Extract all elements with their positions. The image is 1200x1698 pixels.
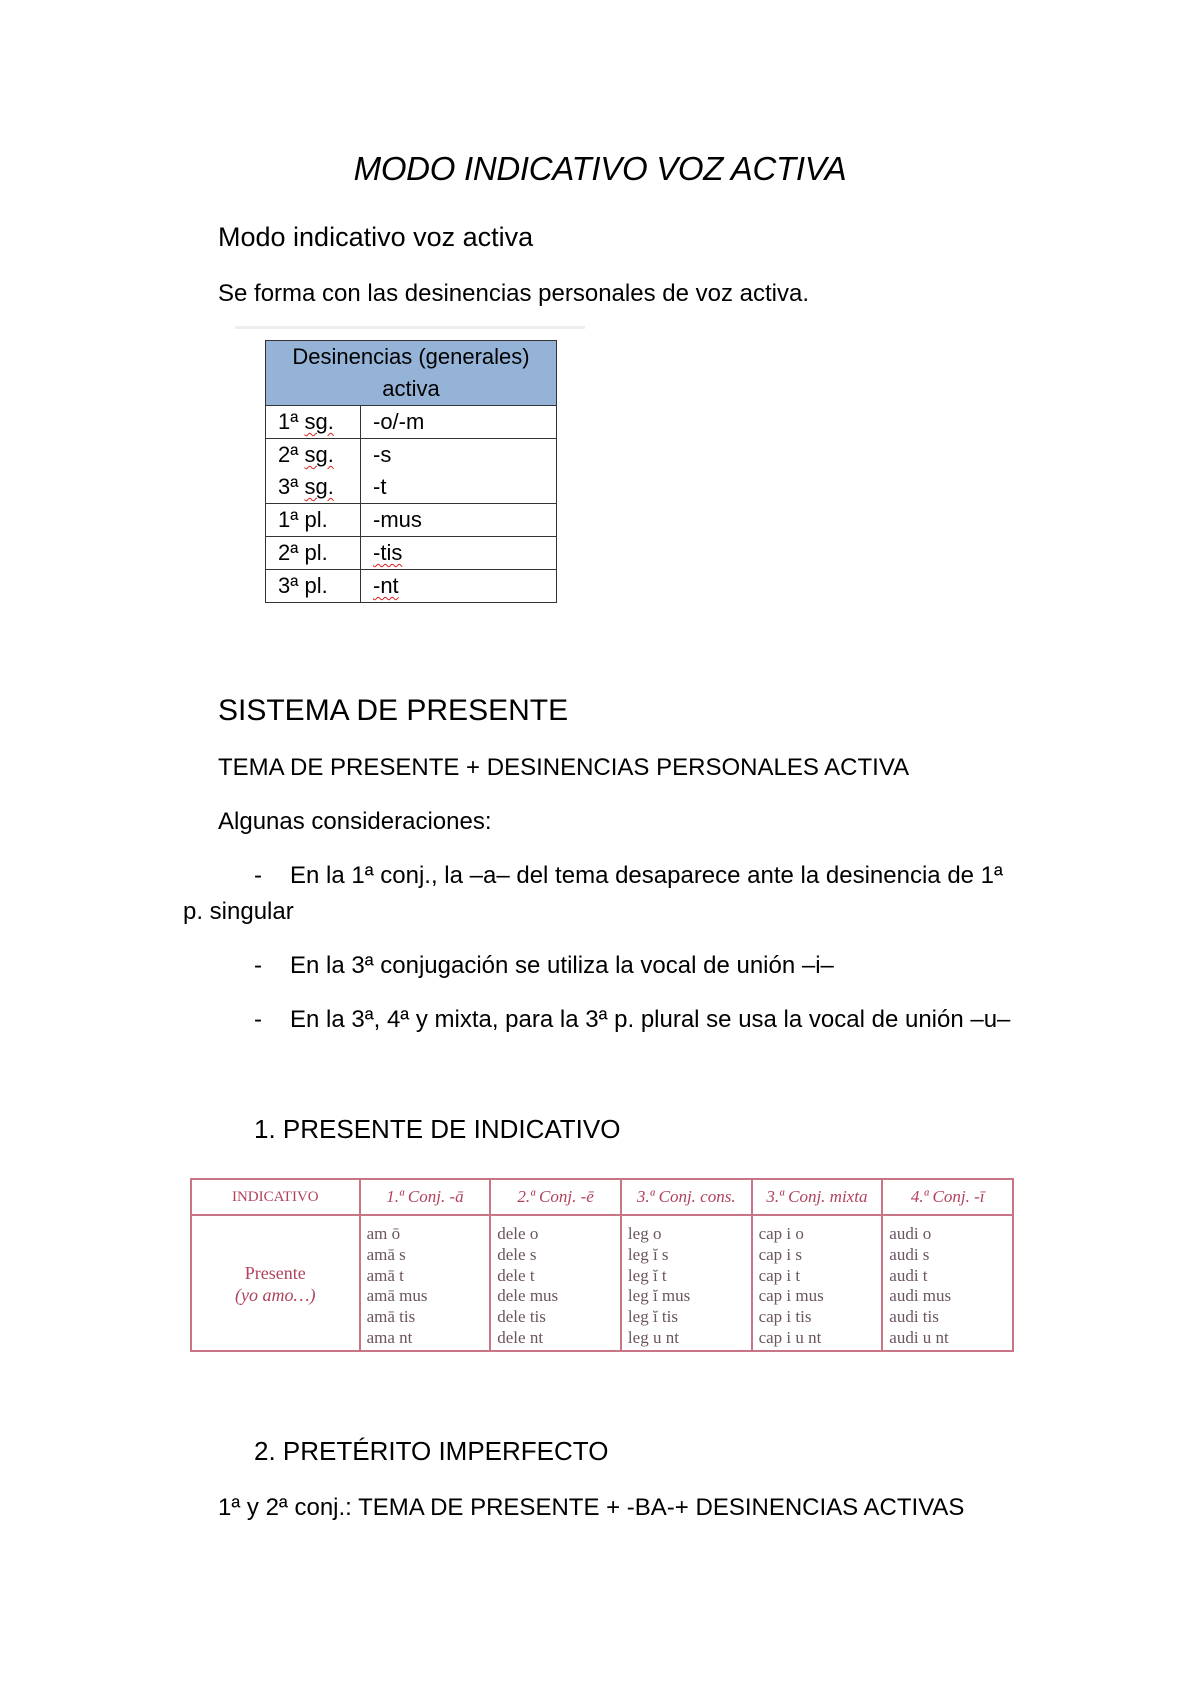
conjugation-cell <box>882 1215 1013 1352</box>
spellcheck-mark: sg. <box>304 442 334 467</box>
table-row <box>266 570 557 603</box>
conjugation-cell <box>752 1215 883 1352</box>
form: leg ĭ s <box>627 1244 669 1264</box>
form: cap i t <box>758 1265 801 1285</box>
table-row <box>266 439 557 504</box>
form: dele mus <box>497 1286 559 1306</box>
form: dele s <box>497 1244 537 1264</box>
desinencias-header-line1: Desinencias (generales) <box>292 344 530 369</box>
form: ama nt <box>366 1327 413 1347</box>
considerations-label: Algunas consideraciones: <box>218 808 492 835</box>
page-title: MODO INDICATIVO VOZ ACTIVA <box>353 150 847 187</box>
form: audi tis <box>889 1307 939 1327</box>
form: cap i mus <box>758 1286 824 1306</box>
form: dele t <box>497 1265 535 1285</box>
sistema-formula: TEMA DE PRESENTE + DESINENCIAS PERSONALES ACTIVA <box>218 754 910 781</box>
imperfecto-formula: 1ª y 2ª conj.: TEMA DE PRESENTE + -BA-+ DESINENCIAS ACTIVAS <box>218 1494 965 1521</box>
form: cap i o <box>758 1224 804 1243</box>
form: cap i s <box>758 1244 803 1264</box>
form: dele o <box>497 1224 539 1243</box>
form: dele tis <box>497 1307 546 1327</box>
person-label: 1ª sg. <box>278 409 334 434</box>
bullet-marker: - <box>254 952 262 979</box>
person-cell <box>266 406 361 439</box>
presente-table <box>190 1178 1014 1352</box>
form: audi s <box>889 1244 930 1264</box>
form: leg ĭ mus <box>627 1286 691 1306</box>
ending-cell <box>361 439 557 504</box>
person-cell: 3ª pl. <box>266 570 361 603</box>
form: leg ĭ t <box>627 1265 667 1285</box>
person-cell: 1ª pl. <box>266 504 361 537</box>
imperfecto-heading: 2. PRETÉRITO IMPERFECTO <box>254 1436 609 1466</box>
bullet-text: En la 3ª conjugación se utiliza la vocal de unión –i– <box>290 952 834 979</box>
ending-label: -nt <box>373 573 399 598</box>
table-row <box>266 504 557 537</box>
divider <box>235 326 585 329</box>
bullet-text-continued: p. singular <box>183 898 294 925</box>
ending-cell <box>361 570 557 603</box>
conjugation-cell <box>490 1215 621 1352</box>
form: amā t <box>366 1265 404 1285</box>
desinencias-header-line2: activa <box>382 376 440 401</box>
conjugation-cell <box>621 1215 752 1352</box>
ending-label: -t <box>373 474 387 499</box>
row-label: Presente <box>244 1263 306 1283</box>
presente-table-wrapper <box>190 1178 1014 1352</box>
form: audi o <box>889 1224 932 1243</box>
header-cell: 4.ª Conj. -ī <box>882 1179 1013 1215</box>
conjugation-cell <box>360 1215 491 1352</box>
form: dele nt <box>497 1327 544 1347</box>
presente-heading: 1. PRESENTE DE INDICATIVO <box>254 1114 621 1144</box>
ending-cell: -mus <box>361 504 557 537</box>
person-cell: 2ª pl. <box>266 537 361 570</box>
form: amā mus <box>366 1286 428 1306</box>
subtitle: Modo indicativo voz activa <box>218 222 534 252</box>
ending-cell: -o/-m <box>361 406 557 439</box>
header-cell: INDICATIVO <box>191 1179 360 1215</box>
header-cell: 3.ª Conj. cons. <box>621 1179 752 1215</box>
ending-label: -tis <box>373 540 403 565</box>
sistema-heading: SISTEMA DE PRESENTE <box>218 694 569 727</box>
row-label-example: (yo amo…) <box>235 1285 316 1305</box>
table-row <box>266 406 557 439</box>
person-label: 3ª sg. <box>278 474 334 499</box>
form: leg o <box>627 1224 662 1243</box>
desinencias-header-row <box>266 341 557 406</box>
form: cap i tis <box>758 1307 812 1327</box>
form: leg ĭ tis <box>627 1307 678 1327</box>
intro-text: Se forma con las desinencias personales de voz activa. <box>218 280 809 307</box>
form: amā s <box>366 1244 406 1264</box>
spellcheck-mark: sg. <box>304 474 334 499</box>
header-cell: 3.ª Conj. mixta <box>752 1179 883 1215</box>
presente-data-row <box>191 1215 1013 1352</box>
form: leg u nt <box>627 1327 679 1347</box>
form: amā tis <box>366 1307 416 1327</box>
header-cell: 2.ª Conj. -ē <box>490 1179 621 1215</box>
bullet-marker: - <box>254 1006 262 1033</box>
header-cell: 1.ª Conj. -ā <box>360 1179 491 1215</box>
presente-header-row <box>191 1179 1013 1215</box>
table-bottom-rule <box>190 1350 1014 1352</box>
form: audi u nt <box>889 1327 949 1347</box>
table-row <box>266 537 557 570</box>
bullet-text: En la 1ª conj., la –a– del tema desaparece ante la desinencia de 1ª <box>290 862 1003 889</box>
desinencias-header <box>266 341 557 406</box>
ending-cell <box>361 537 557 570</box>
form: audi t <box>889 1265 928 1285</box>
person-label: 2ª sg. <box>278 442 334 467</box>
bullet-marker: - <box>254 862 262 889</box>
form: am ō <box>366 1224 401 1243</box>
person-cell <box>266 439 361 504</box>
form: cap i u nt <box>758 1327 822 1347</box>
spellcheck-mark: sg. <box>304 409 334 434</box>
ending-label: -s <box>373 442 392 467</box>
form: audi mus <box>889 1286 952 1306</box>
desinencias-table <box>265 340 557 603</box>
bullet-text: En la 3ª, 4ª y mixta, para la 3ª p. plural se usa la vocal de unión –u– <box>290 1006 1011 1033</box>
row-label-cell <box>191 1215 360 1352</box>
